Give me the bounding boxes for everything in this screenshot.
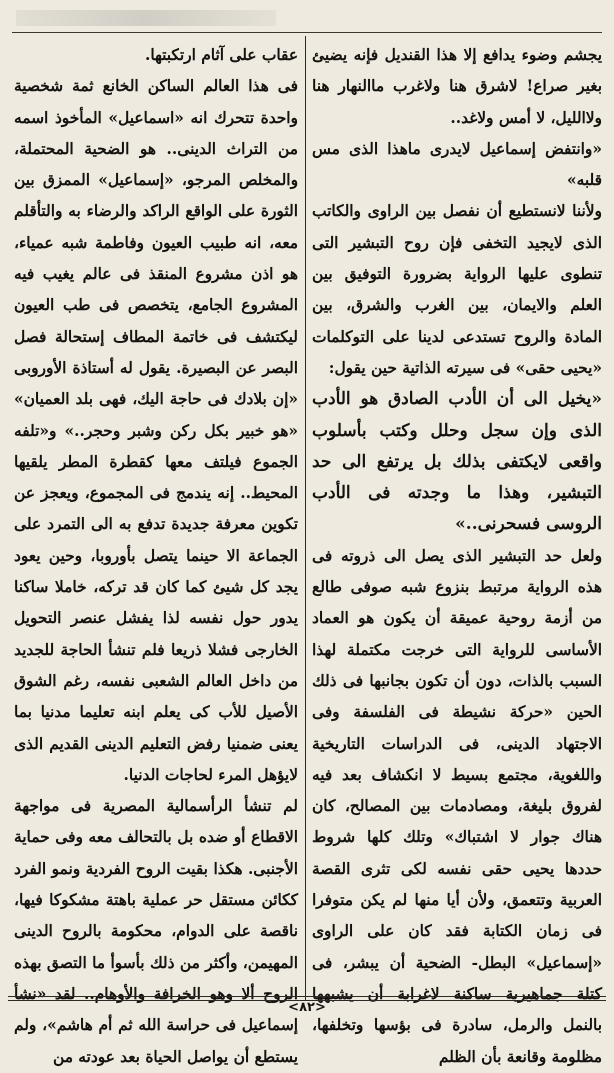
bleed-through-header (16, 10, 276, 26)
paragraph: عقاب على آثام ارتكبتها. (144, 46, 298, 64)
page-number: <٨٢> (288, 1000, 326, 1015)
paragraph: ولعل حد التبشير الذى يصل الى ذروته فى هذه الرواية مرتبط بنزوع شبه صوفى طالع من أزمة روحية عميقة أن يكون هو العماد الأساسى للرواية التى خرجت مكتملة لهذا السبب بالذات، دون أن تكون بجانبها فى ذلك الحين «حركة نشيطة فى الفلسفة وفى الاجتهاد الدينى، فى الدراسات التاريخية واللغوية، مجتمع بسيط لا انكشاف بعد فيه لفروق بليغة، ومصادمات بين المصالح، كان هناك جوار لا اشتباك» وتلك كلها شروط حددها يحيى حقى نفسه لكى تثرى القصة العربية وتتعمق، ولأن أيا منها لم يكن متوفرا فى زمان الكتابة فقد كان على الراوى «إسماعيل» البطل- الضحية أن يبشر، فى كتلة جماهيرية ساكنة لاغرابة أن يشبهها بالنمل والرمل، سادرة فى بؤسها وتخلفها، مظلومة وقانعة بأن الظلم (312, 546, 602, 1066)
column-divider (305, 36, 306, 1000)
yahya-haqqi-quote: «يخيل الى أن الأدب الصادق هو الأدب الذى وإن سجل وحلل وكتب بأسلوب واقعى لايكتفى بذلك بل يرتفع الى حد التبشير، وهذا ما وجدته فى الأدب الروسى فسحرنى..» (312, 389, 602, 535)
paragraph: لم تنشأ الرأسمالية المصرية فى مواجهة الاقطاع أو ضده بل بالتحالف معه وفى حماية الأجنبى. هكذا بقيت الروح الفردية ونمو الفرد ككائن مستقل حر عملية باهتة مشكوكا فيها، ناقصة على الدوام، محكومة بالروح الدينى المهيمن، وأكثر من ذلك بأسوأ ما التصق بهذه الروح ألا وهو الخرافة والأوهام.. لقد «نشأ إسماعيل فى حراسة الله ثم أم هاشم»، ولم يستطع أن يواصل الحياة بعد عودته من (14, 797, 298, 1066)
left-column (14, 40, 298, 1066)
paragraph: «وانتفض إسماعيل لايدرى ماهذا الذى مس قلبه» (312, 139, 602, 190)
paragraph: يجشم وضوء يدافع إلا هذا القنديل فإنه يضيئ بغير صراع! لاشرق هنا ولاغرب ماالنهار هنا ولاالليل، لا أمس ولاغد.. (312, 46, 602, 127)
top-rule (12, 32, 602, 33)
paragraph: ولأننا لانستطيع أن نفصل بين الراوى والكاتب الذى لايجيد التخفى فإن روح التبشير التى تنطوى عليها الرواية بضرورة التوفيق بين العلم والايمان، بين الغرب والشرق، بين المادة والروح تستدعى لدينا على التوكلمات «يحيى حقى» فى سيرته الذاتية حين يقول: (312, 202, 602, 377)
paragraph: فى هذا العالم الساكن الخانع ثمة شخصية واحدة تتحرك انه «اسماعيل» المأخوذ اسمه من التراث الدينى.. هو الضحية المحتملة، والمخلص المرجو، «إسماعيل» الممزق بين الثورة على الواقع الراكد والرضاء به والتأقلم معه، انه طبيب العيون وفاطمة شبه عمياء، هو اذن مشروع المنقذ فى عالم يغيب فيه المشروع الجامع، يتخصص فى طب العيون ليكتشف فى خاتمة المطاف إستحالة فصل البصر عن البصيرة. يقول له أستاذة الأوروبى «إن بلادك فى حاجة اليك، فهى بلد العميان» «هو خبير بكل ركن وشبر وحجر..» و«تلفه الجموع فيلتف معها كقطرة المطر يلقيها المحيط.. إنه يندمج فى المجموع، ويعجز عن تكوين معرفة جديدة تدفع به الى التمرد على الجماعة الا حينما يتصل بأوروبا، وحين يعود يجد كل شيئ كما كان قد تركه، خاملا ساكنا يدور حول نفسه لذا يفشل عنصر التحويل الخارجى فشلا ذريعا فلم تنشأ الحاجة للجديد من داخل العالم الشعبى نفسه، رغم الشوق الأصيل للأب كى يعلم ابنه تعليما مدنيا بما يعنى ضمنيا رفض التعليم الدينى القديم الذى لايؤهل المرء لحاجات الدنيا. (14, 77, 298, 784)
right-column (312, 40, 602, 1066)
